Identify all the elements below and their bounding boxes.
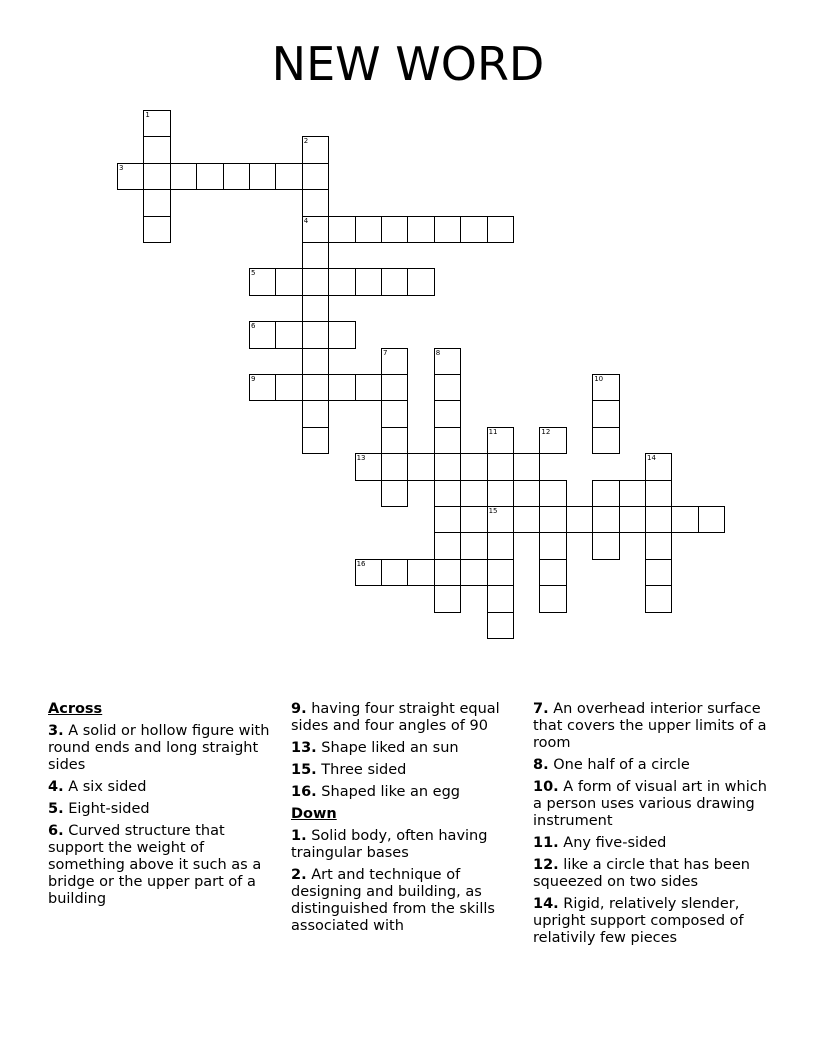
grid-cell[interactable] bbox=[434, 480, 461, 507]
grid-cell[interactable] bbox=[143, 163, 170, 190]
clue-item-text: An overhead interior surface that covers the upper limits of a room bbox=[533, 701, 767, 751]
clue-item-text: Shaped like an egg bbox=[321, 784, 460, 800]
grid-cell[interactable] bbox=[513, 453, 540, 480]
clue-item bbox=[533, 757, 773, 774]
grid-cell[interactable] bbox=[434, 216, 461, 243]
grid-cell[interactable] bbox=[460, 216, 487, 243]
grid-cell[interactable] bbox=[249, 268, 276, 295]
grid-cell[interactable] bbox=[355, 216, 382, 243]
grid-cell[interactable] bbox=[355, 374, 382, 401]
clue-item bbox=[291, 762, 527, 779]
grid-cell[interactable] bbox=[355, 453, 382, 480]
clue-column-2 bbox=[291, 701, 527, 940]
clue-number: 6 bbox=[251, 322, 256, 331]
clue-number: 4 bbox=[303, 216, 309, 225]
grid-cell[interactable] bbox=[645, 559, 672, 586]
grid-cell[interactable] bbox=[302, 427, 329, 454]
grid-cell[interactable] bbox=[592, 427, 619, 454]
grid-cell[interactable] bbox=[143, 216, 170, 243]
grid-cell[interactable] bbox=[460, 532, 487, 559]
clue-item bbox=[291, 701, 527, 735]
clue-item bbox=[291, 740, 527, 757]
clue-item-text: Art and technique of designing and building, as distinguished from the skills associated with bbox=[291, 867, 495, 934]
clue-number: 9 bbox=[251, 375, 256, 383]
grid-cell[interactable] bbox=[196, 163, 223, 190]
grid-cell[interactable] bbox=[645, 480, 672, 507]
clue-column-3 bbox=[533, 701, 773, 952]
grid-cell[interactable] bbox=[539, 427, 566, 454]
clue-number: 12 bbox=[541, 427, 551, 436]
clue-item-text: having four straight equal sides and four angles of 90 bbox=[291, 701, 500, 734]
grid-cell[interactable] bbox=[275, 321, 302, 348]
grid-cell[interactable] bbox=[328, 374, 355, 401]
grid-cell[interactable] bbox=[249, 321, 276, 348]
grid-cell[interactable] bbox=[117, 163, 144, 190]
clue-item-text: Solid body, often having traingular bases bbox=[291, 828, 488, 861]
grid-cell[interactable] bbox=[592, 532, 619, 559]
clue-number: 10 bbox=[594, 375, 604, 383]
clue-number: 13 bbox=[356, 454, 366, 463]
across-heading: Across bbox=[48, 701, 103, 717]
grid-cell[interactable] bbox=[539, 585, 566, 612]
grid-cell[interactable] bbox=[328, 216, 355, 243]
grid-cell[interactable] bbox=[407, 453, 434, 480]
clue-number: 7 bbox=[383, 348, 388, 357]
grid-cell[interactable] bbox=[143, 110, 170, 137]
grid-cell[interactable] bbox=[645, 585, 672, 612]
clue-item-text: Three sided bbox=[321, 762, 407, 778]
grid-cell[interactable] bbox=[434, 453, 461, 480]
clue-item-text: A form of visual art in which a person uses various drawing instrument bbox=[533, 779, 767, 829]
grid-cell[interactable] bbox=[487, 427, 514, 454]
clue-item bbox=[291, 867, 527, 935]
clue-item bbox=[48, 779, 276, 796]
grid-cell[interactable] bbox=[302, 268, 329, 295]
grid-cell[interactable] bbox=[302, 216, 329, 243]
clue-item-number: 15. bbox=[291, 762, 317, 778]
clue-number: 16 bbox=[356, 559, 366, 568]
grid-cell[interactable] bbox=[302, 321, 329, 348]
grid-cell[interactable] bbox=[381, 400, 408, 427]
clue-item-text: Any five-sided bbox=[563, 835, 667, 851]
clue-item bbox=[291, 828, 527, 862]
grid-cell[interactable] bbox=[539, 559, 566, 586]
grid-cell[interactable] bbox=[302, 400, 329, 427]
grid-cell[interactable] bbox=[460, 453, 487, 480]
grid-cell[interactable] bbox=[434, 400, 461, 427]
grid-cell[interactable] bbox=[355, 268, 382, 295]
down-heading: Down bbox=[291, 806, 337, 822]
grid-cell[interactable] bbox=[143, 189, 170, 216]
grid-cell[interactable] bbox=[434, 348, 461, 375]
clue-number: 5 bbox=[251, 269, 256, 278]
clue-item-text: A solid or hollow figure with round ends and long straight sides bbox=[48, 723, 270, 773]
grid-cell[interactable] bbox=[487, 216, 514, 243]
clue-item bbox=[291, 784, 527, 801]
grid-cell[interactable] bbox=[592, 374, 619, 401]
clue-item-number: 9. bbox=[291, 701, 307, 717]
clue-item-text: Curved structure that support the weight of something above it such as a bridge or the upper part of a building bbox=[48, 823, 262, 907]
grid-cell[interactable] bbox=[381, 216, 408, 243]
grid-cell[interactable] bbox=[619, 506, 646, 533]
grid-cell[interactable] bbox=[487, 612, 514, 639]
grid-cell[interactable] bbox=[434, 532, 461, 559]
grid-cell[interactable] bbox=[487, 506, 514, 533]
grid-cell[interactable] bbox=[671, 506, 698, 533]
grid-cell[interactable] bbox=[170, 163, 197, 190]
clue-item-number: 2. bbox=[291, 867, 307, 883]
clue-item-text: A six sided bbox=[68, 779, 147, 795]
grid-cell[interactable] bbox=[302, 163, 329, 190]
clue-item bbox=[48, 723, 276, 774]
grid-cell[interactable] bbox=[328, 321, 355, 348]
grid-cell[interactable] bbox=[434, 559, 461, 586]
grid-cell[interactable] bbox=[381, 453, 408, 480]
clue-item-number: 5. bbox=[48, 801, 64, 817]
clue-item-number: 7. bbox=[533, 701, 549, 717]
grid-cell[interactable] bbox=[645, 532, 672, 559]
clue-number: 11 bbox=[488, 427, 498, 436]
clue-item-number: 11. bbox=[533, 835, 559, 851]
clue-number: 2 bbox=[303, 137, 309, 146]
grid-cell[interactable] bbox=[381, 348, 408, 375]
grid-cell[interactable] bbox=[434, 374, 461, 401]
grid-cell[interactable] bbox=[434, 506, 461, 533]
clue-item-number: 12. bbox=[533, 857, 559, 873]
grid-cell[interactable] bbox=[275, 374, 302, 401]
grid-cell[interactable] bbox=[592, 400, 619, 427]
grid-cell[interactable] bbox=[249, 374, 276, 401]
clue-column-1 bbox=[48, 701, 276, 913]
clue-item-number: 3. bbox=[48, 723, 64, 739]
clue-item-number: 14. bbox=[533, 896, 559, 912]
grid-cell[interactable] bbox=[302, 242, 329, 269]
clue-item-text: Shape liked an sun bbox=[321, 740, 459, 756]
clue-item-number: 4. bbox=[48, 779, 64, 795]
grid-cell[interactable] bbox=[381, 427, 408, 454]
clue-item bbox=[48, 801, 276, 818]
clue-item bbox=[48, 823, 276, 908]
grid-cell[interactable] bbox=[539, 532, 566, 559]
clue-item-number: 1. bbox=[291, 828, 307, 844]
grid-cell[interactable] bbox=[355, 559, 382, 586]
grid-cell[interactable] bbox=[645, 453, 672, 480]
clue-item bbox=[533, 779, 773, 830]
clue-number: 15 bbox=[488, 507, 498, 515]
grid-cell[interactable] bbox=[619, 480, 646, 507]
clue-item-text: Eight-sided bbox=[68, 801, 150, 817]
grid-cell[interactable] bbox=[381, 374, 408, 401]
clue-item-number: 10. bbox=[533, 779, 559, 795]
clue-item-number: 6. bbox=[48, 823, 64, 839]
grid-cell[interactable] bbox=[223, 163, 250, 190]
grid-cell[interactable] bbox=[487, 453, 514, 480]
grid-cell[interactable] bbox=[381, 268, 408, 295]
clue-item-number: 8. bbox=[533, 757, 549, 773]
grid-cell[interactable] bbox=[460, 559, 487, 586]
grid-cell[interactable] bbox=[381, 559, 408, 586]
grid-cell[interactable] bbox=[566, 506, 593, 533]
clue-item bbox=[533, 701, 773, 752]
grid-cell[interactable] bbox=[381, 480, 408, 507]
grid-cell[interactable] bbox=[328, 268, 355, 295]
grid-cell[interactable] bbox=[698, 506, 725, 533]
clue-item-number: 16. bbox=[291, 784, 317, 800]
clue-item bbox=[533, 857, 773, 891]
clue-item-text: One half of a circle bbox=[553, 757, 690, 773]
grid-cell[interactable] bbox=[539, 506, 566, 533]
grid-cell[interactable] bbox=[434, 585, 461, 612]
grid-cell[interactable] bbox=[275, 268, 302, 295]
clue-number: 1 bbox=[145, 111, 150, 119]
grid-cell[interactable] bbox=[592, 506, 619, 533]
clue-item-text: like a circle that has been squeezed on two sides bbox=[533, 857, 750, 890]
grid-cell[interactable] bbox=[592, 480, 619, 507]
grid-cell[interactable] bbox=[407, 268, 434, 295]
grid-cell[interactable] bbox=[302, 295, 329, 322]
grid-cell[interactable] bbox=[407, 216, 434, 243]
clue-item bbox=[533, 835, 773, 852]
grid-cell[interactable] bbox=[275, 163, 302, 190]
grid-cell[interactable] bbox=[302, 374, 329, 401]
clue-item-text: Rigid, relatively slender, upright support composed of relativily few pieces bbox=[533, 896, 744, 946]
grid-cell[interactable] bbox=[143, 136, 170, 163]
grid-cell[interactable] bbox=[487, 480, 514, 507]
grid-cell[interactable] bbox=[539, 480, 566, 507]
grid-cell[interactable] bbox=[302, 189, 329, 216]
grid-cell[interactable] bbox=[487, 532, 514, 559]
grid-cell[interactable] bbox=[460, 506, 487, 533]
grid-cell[interactable] bbox=[249, 163, 276, 190]
puzzle-title: NEW WORD bbox=[271, 37, 545, 91]
grid-cell[interactable] bbox=[302, 136, 329, 163]
clue-number: 3 bbox=[119, 163, 124, 172]
grid-cell[interactable] bbox=[487, 585, 514, 612]
grid-cell[interactable] bbox=[407, 559, 434, 586]
grid-cell[interactable] bbox=[513, 506, 540, 533]
clue-item bbox=[533, 896, 773, 947]
grid-cell[interactable] bbox=[302, 348, 329, 375]
clue-number: 14 bbox=[647, 454, 656, 463]
grid-cell[interactable] bbox=[434, 427, 461, 454]
clue-number: 8 bbox=[435, 348, 441, 357]
clue-item-number: 13. bbox=[291, 740, 317, 756]
grid-cell[interactable] bbox=[487, 559, 514, 586]
